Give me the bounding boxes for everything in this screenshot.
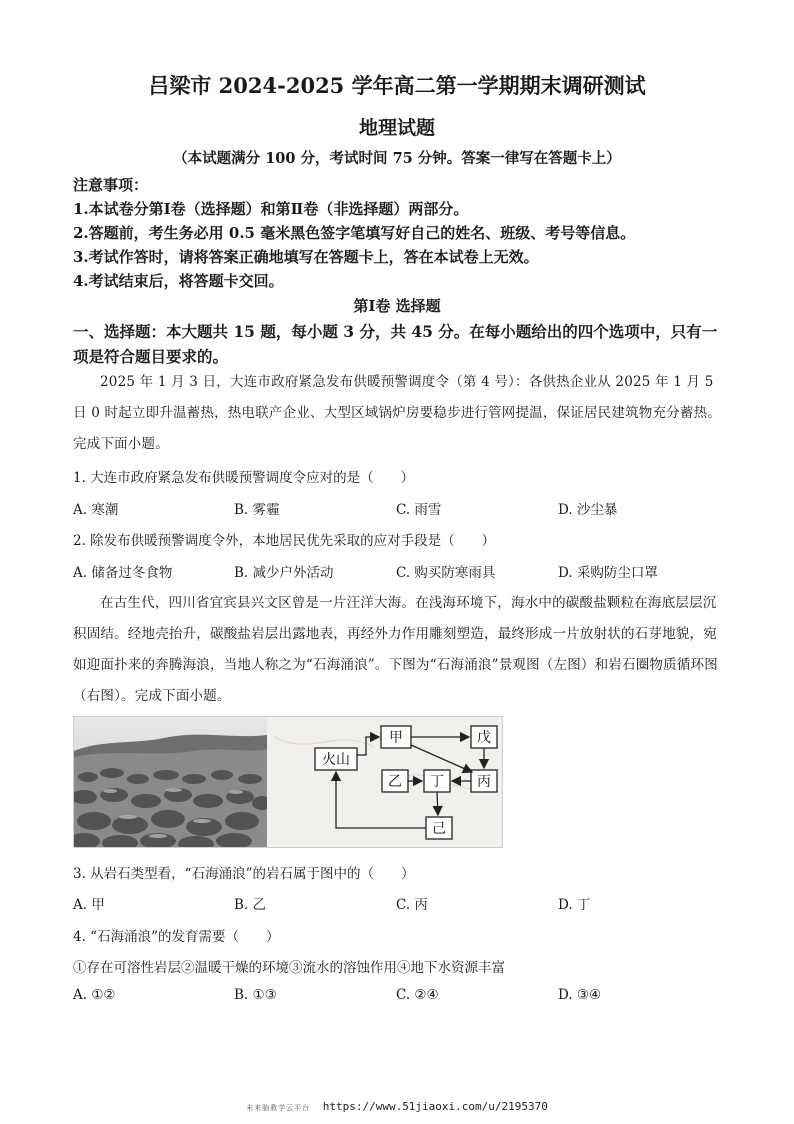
page-footer: [0, 1100, 794, 1113]
question-4-options: [73, 987, 733, 1007]
notice-item-1: 1.本试卷分第Ⅰ卷（选择题）和第Ⅱ卷（非选择题）两部分。: [73, 200, 469, 218]
node-jia: 甲: [389, 730, 403, 746]
q1-option-a: A. 寒潮: [73, 502, 119, 518]
section-title: 第Ⅰ卷 选择题: [353, 297, 441, 315]
q3-option-d: D. 丁: [558, 897, 591, 913]
node-volcano: 火山: [322, 752, 350, 768]
exam-title: 吕梁市 2024-2025 学年高二第一学期期末调研测试: [148, 73, 646, 98]
rock-cycle-diagram: [267, 717, 502, 847]
exam-note: （本试题满分 100 分，考试时间 75 分钟。答案一律写在答题卡上）: [173, 150, 621, 167]
node-yi: 乙: [388, 774, 402, 790]
question-1-options: [73, 498, 733, 518]
q4-option-a: A. ①②: [73, 987, 116, 1003]
q1-option-c: C. 雨雪: [396, 502, 442, 518]
passage-2: 在古生代，四川省宜宾县兴文区曾是一片汪洋大海。在浅海环境下，海水中的碳酸盐颗粒在海底层层沉积固结。经地壳抬升，碳酸盐岩层出露地表，再经外力作用雕刻塑造，最终形成一片放射状的石芽地貌，宛如迎面扑来的奔腾海浪，当地人称之为“石海涌浪”。下图为“石海涌浪”景观图（左图）和岩石圈物质循环图（右图）。完成下面小题。: [73, 595, 718, 704]
notice-item-4: 4.考试结束后，将答题卡交回。: [73, 272, 284, 290]
node-wu: 戊: [477, 730, 491, 746]
exam-subtitle: 地理试题: [358, 117, 435, 139]
footer-url[interactable]: https://www.51jiaoxi.com/u/2195370: [322, 1100, 548, 1113]
question-4-statements: ①存在可溶性岩层②温暖干燥的环境③流水的溶蚀作用④地下水资源丰富: [73, 960, 505, 976]
question-2-stem: 2. 除发布供暖预警调度令外，本地居民优先采取的应对手段是（ ）: [73, 533, 496, 549]
q2-option-b: B. 减少户外活动: [234, 565, 334, 581]
node-bing: 丙: [477, 774, 491, 790]
question-2-options: [73, 561, 733, 581]
q2-option-c: C. 购买防寒雨具: [396, 565, 496, 581]
question-4-stem: 4. “石海涌浪”的发育需要（ ）: [73, 929, 280, 945]
q1-option-b: B. 雾霾: [234, 502, 280, 518]
q4-option-c: C. ②④: [396, 987, 439, 1003]
node-ji: 己: [432, 821, 446, 837]
question-1-stem: 1. 大连市政府紧急发布供暖预警调度令应对的是（ ）: [73, 470, 415, 486]
notice-item-3: 3.考试作答时，请将答案正确地填写在答题卡上，答在本试卷上无效。: [73, 248, 539, 266]
footer-logo: 未来脑教学云平台: [246, 1104, 311, 1112]
passage-1: 2025 年 1 月 3 日，大连市政府紧急发布供暖预警调度令（第 4 号）：各供热企业从 2025 年 1 月 5 日 0 时起立即升温蓄热，热电联产企业、大型区域锅炉房要稳步进行管网提温，保证居民建筑物充分蓄热。完成下面小题。: [73, 374, 721, 452]
notice-heading: 注意事项：: [73, 176, 149, 194]
q3-option-a: A. 甲: [73, 897, 105, 913]
q4-option-b: B. ①③: [234, 987, 277, 1003]
section-intro: 一、选择题：本大题共 15 题，每小题 3 分，共 45 分。在每小题给出的四个选项中，只有一项是符合题目要求的。: [73, 322, 718, 366]
figure-panel: [73, 716, 503, 848]
notice-item-2: 2.答题前，考生务必用 0.5 毫米黑色签字笔填写好自己的姓名、班级、考号等信息。: [73, 224, 636, 242]
q3-option-b: B. 乙: [234, 897, 267, 913]
q1-option-d: D. 沙尘暴: [558, 502, 618, 518]
question-3-options: [73, 893, 733, 913]
node-ding: 丁: [430, 774, 444, 790]
q2-option-d: D. 采购防尘口罩: [558, 565, 658, 581]
stone-sea-photo: [74, 717, 272, 847]
q3-option-c: C. 丙: [396, 897, 428, 913]
figure-svg: [74, 717, 502, 847]
question-3-stem: 3. 从岩石类型看，“石海涌浪”的岩石属于图中的（ ）: [73, 866, 415, 882]
q4-option-d: D. ③④: [558, 987, 602, 1003]
q2-option-a: A. 储备过冬食物: [73, 565, 173, 581]
